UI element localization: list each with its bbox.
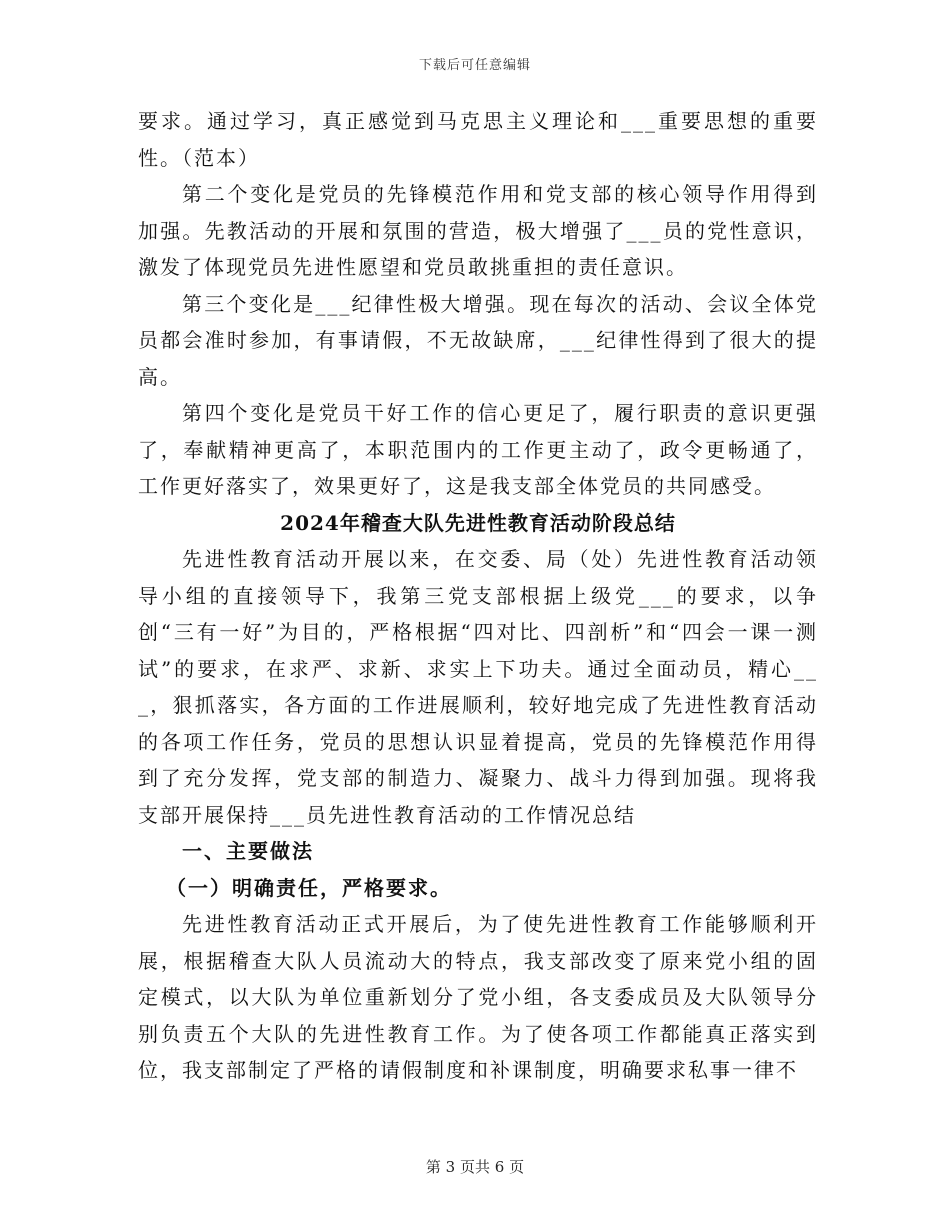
paragraph-second-change: 第二个变化是党员的先锋模范作用和党支部的核心领导作用得到加强。先教活动的开展和氛围的营造，极大增强了___员的党性意识，激发了体现党员先进性愿望和党员敢挑重担的责任意识。 — [138, 182, 818, 279]
document-title: 2024年稽查大队先进性教育活动阶段总结 — [280, 510, 676, 535]
page-number: 第 3 页共 6 页 — [425, 1158, 525, 1176]
paragraph-intro: 先进性教育活动开展以来，在交委、局（处）先进性教育活动领导小组的直接领导下，我第三党支部根据上级党___的要求，以争创“三有一好”为目的，严格根据“四对比、四剖析”和“四会一课一测试”的要求，在求严、求新、求实上下功夫。通过全面动员，精心___，狠抓落实，各方面的工作进展顺利，较好地完成了先进性教育活动的各项工作任务，党员的思想认识显着提高，党员的先锋模范作用得到了充分发挥，党支部的制造力、凝聚力、战斗力得到加强。现将我支部开展保持___员先进性教育活动的工作情况总结 — [138, 547, 818, 827]
paragraph-third-change: 第三个变化是___纪律性极大增强。现在每次的活动、会议全体党员都会准时参加，有事请假，不无故缺席，___纪律性得到了很大的提高。 — [138, 291, 818, 389]
paragraph-continued: 要求。通过学习，真正感觉到马克思主义理论和___重要思想的重要性。（范本） — [138, 109, 818, 170]
page-header: 下载后可任意编辑 — [418, 58, 531, 73]
section-heading: 一、主要做法 — [182, 839, 314, 863]
paragraph-fourth-change: 第四个变化是党员干好工作的信心更足了，履行职责的意识更强了，奉献精神更高了，本职范围内的工作更主动了，政令更畅通了，工作更好落实了，效果更好了，这是我支部全体党员的共同感受。 — [138, 401, 818, 498]
subsection-heading: （一）明确责任，严格要求。 — [166, 875, 452, 900]
paragraph-responsibility: 先进性教育活动正式开展后，为了使先进性教育工作能够顺利开展，根据稽查大队人员流动大的特点，我支部改变了原来党小组的固定模式，以大队为单位重新划分了党小组，各支委成员及大队领导分别负责五个大队的先进性教育工作。为了使各项工作都能真正落实到位，我支部制定了严格的请假制度和补课制度，明确要求私事一律不 — [138, 912, 818, 1082]
document-body — [138, 103, 818, 1089]
